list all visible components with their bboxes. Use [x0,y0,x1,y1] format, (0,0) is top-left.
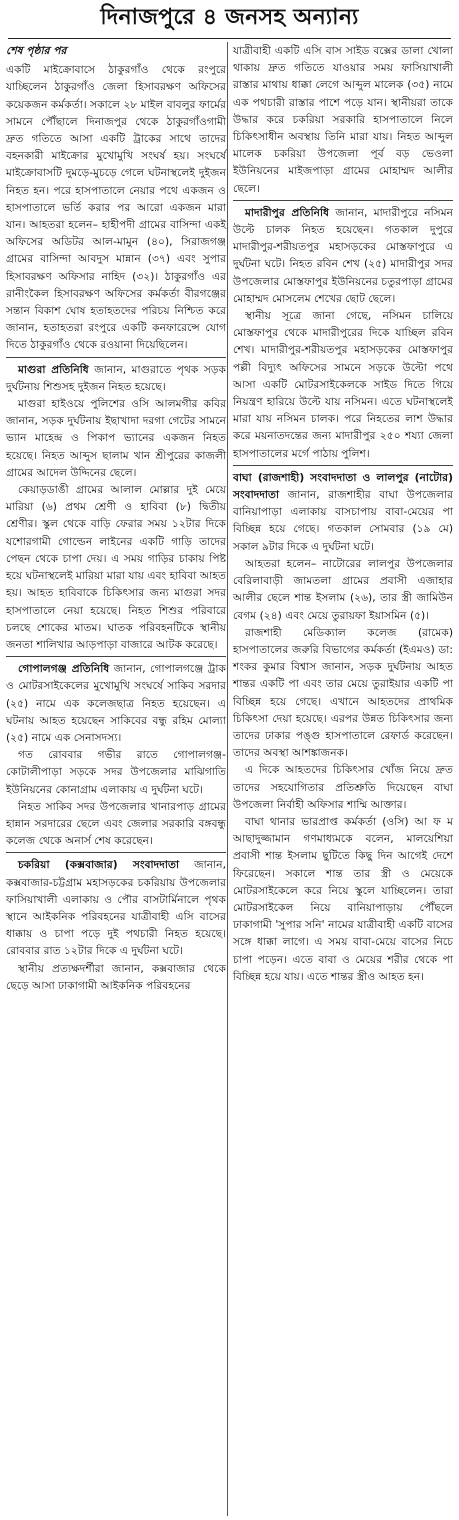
thakurgaon-paragraph: একটি মাইক্রোবাসে ঠাকুরগাঁও থেকে রংপুরে যাচ্ছিলেন ঠাকুরগাঁও জেলা হিসাবরক্ষণ অফিসের কয়েকজন কর্মকর্তা। সকালে ২৮ মাইল বাবলুর ফার্মের সামনে পৌঁছালে দিনাজপুর থেকে ঠাকুরগাঁওগামী দ্রুত গতিতে আসা একটি ট্রাকের সাথে তাদের বহনকারী মাইক্রোর মুখোমুখি সংঘর্ষ হয়। সংঘর্ষে মাইক্রোবাসটি দুমড়ে-মুচড়ে গেলে ঘটনাস্থলেই দুইজন নিহত হন। পরে হাসপাতালে নেয়ার পথে একজন ও হাসপাতালে ভর্তি করার পর আরো একজন মারা যান। আহতরা হলেন– হাহীপদী গ্রামের বাসিন্দা একই অফিসের অডিটর আল-মামুন (৪০), সিরাজগঞ্জ গ্রামের বাসিন্দা আবদুস মান্নান (৩৭) এবং সুপার হিসাবরক্ষণ অফিসার নাহিদ (৩২)। ঠাকুরগাঁও এর রানীংকৈল হিসাবরক্ষণ অফিসের কর্মকর্তা বীরগঞ্জের সন্তান বিকাশ ঘোষ হতাহতদের পরিচয় নিশ্চিত করে জানান, হতাহতরা রংপুরে একটি কনফারেন্সে যোগ দিতে ঠাকুরগাঁও থেকে রওয়ানা দিয়েছিলেন। [6,63,226,352]
bagha-byline: বাঘা (রাজশাহী) সংবাদদাতা ও লালপুর (নাটোর) সংবাদদাতা [233,470,453,502]
gopalganj-lead: জানান, গোপালগঞ্জে ট্রাক ও মোটরসাইকেলের মুখোমুখি সংঘর্ষে সাকিব সরদার (২৫) নামে এক কলেজছাত্র নিহত হয়েছেন। এ ঘটনায় আহত হয়েছেন সাকিবের বন্ধু রহিম মোল্যা (২৫) নামে এক সেনাসদস্য। [6,662,226,744]
bagha-lead: জানান, রাজশাহীর বাঘা উপজেলার বানিয়াপাড়া এলাকায় বাসচাপায় বাবা-মেয়ের পা বিচ্ছিন্ন হয়ে গেছে। গতকাল সোমবার (১৯ মে) সকাল ৯টার দিকে এ দুর্ঘটনা ঘটে। [233,488,453,553]
gopalganj-victim-paragraph: নিহত সাকিব সদর উপজেলার খানারপাড় গ্রামের হান্নান সরদারের ছেলে এবং জেলার সরকারি বঙ্গবন্ধু কলেজ থেকে অনার্স শেষ করেছেন। [6,799,226,848]
gopalganj-paragraph [6,660,226,746]
bagha-uno-paragraph: এ দিকে আহতদের চিকিৎসার খোঁজ নিয়ে দ্রুত তাদের সহযোগিতার প্রতিশ্রুতি দিয়েছেন বাঘা উপজেলা নির্বাহী অফিসার শাম্মি আক্তার। [233,763,453,811]
magura-highway-paragraph: মাগুরা হাইওয়ে পুলিশের ওসি আলমগীর কবির জানান, সড়ক দুর্ঘটনায় ইছাখাদা দরগা গেটের সামনে ভ্যান মাহেন্দ্র ও পিকাপ ভ্যানের একজন নিহত হয়েছে। নিহত আব্দুস ছালাম খান শ্রীপুরের কাজলী গ্রামের আদেল উদ্দিনের ছেলে। [6,397,226,479]
right-column [233,42,453,985]
column-divider [227,42,228,1516]
madaripur-details-paragraph: স্থানীয় সূত্রে জানা গেছে, নসিমন চালিয়ে মোস্তফাপুর থেকে মাদারীপুরের দিকে যাচ্ছিল রবিন শেখ। মাদারীপুর-শরীয়তপুর মহাসড়কের মোস্তফাপুর পল্লী বিদ্যুৎ অফিসের সামনে সড়কে উল্টো পথে আসা একটি মোটরসাইকেলকে সাইড দিতে গিয়ে নিয়ন্ত্রণ হারিয়ে উল্টে যায় নসিমন। এতে ঘটনাস্থলেই মারা যায় নসিমন চালক। পরে নিহতের লাশ উদ্ধার করে ময়নাতদন্তের জন্য মাদারীপুর ২৫০ শয্যা জেলা হাসপাতালের মর্গে পাঠায় পুলিশ। [233,309,453,460]
madaripur-byline: মাদারীপুর প্রতিনিধি [245,205,330,219]
madaripur-paragraph [233,204,453,307]
left-column [6,42,226,994]
chakaria-byline: চকরিয়া (কক্সবাজার) সংবাদদাতা [18,858,180,872]
bagha-oc-paragraph: বাঘা থানার ভারপ্রাপ্ত কর্মকর্তা (ওসি) আ ফ ম আছাদুজ্জামান গণমাধ্যমকে বলেন, মালয়েশিয়া প্রবাসী শান্ত ইসলাম ছুটিতে কিছু দিন আগেই দেশে ফিরেছেন। সকালে শান্ত তার স্ত্রী ও মেয়েকে মোটরসাইকেলে করে নিয়ে স্কুলে যাচ্ছিলেন। তারা মোটরসাইকেল নিয়ে বানিয়াপাড়ায় পৌঁছলে ঢাকাগামী 'সুপার সনি' নামের যাত্রীবাহী একটি বাসের সঙ্গে ধাক্কা লাগে। এ সময় বাবা-মেয়ে বাসের নিচে চাপা পড়েন। এতে বাবা ও মেয়ের শরীর থেকে পা বিচ্ছিন্ন হয়ে যায়। এতে শান্তর স্ত্রীও আহত হন। [233,814,453,983]
section-rule [6,357,226,358]
bagha-injured-paragraph: আহতরা হলেন– নাটোরের লালপুর উপজেলার বেরিলাবাড়ী জামতলা গ্রামের প্রবাসী এজাহার আলীর ছেলে শান্ত ইসলাম (২৬), তার স্ত্রী জামিউন বেগম (২৪) এবং মেয়ে তুরায়ফা ইয়াসমিন (৫)। [233,556,453,622]
section-rule [233,465,453,466]
chakaria-paragraph [6,856,226,959]
chakaria-witness-paragraph: স্থানীয় প্রত্যক্ষদর্শীরা জানান, কক্সবাজার থেকে ছেড়ে আসা ঢাকাগামী আইকনিক পরিবহনের [6,961,226,992]
magura-lead: জানান, মাগুরাতে পৃথক সড়ক দুর্ঘটনায় শিশুসহ দুইজন নিহত হয়েছে। [6,362,226,393]
section-rule [233,200,453,201]
headline: দিনাজপুরে ৪ জনসহ অন্যান্য [100,4,359,30]
magura-children-paragraph: কেয়াড়ডাঙী গ্রামের আলাল মোল্লার দুই মেয়ে মারিয়া (৬) প্রথম শ্রেণী ও হাবিবা (৮) দ্বিতীয় শ্রেণীর। স্কুল থেকে বাড়ি ফেরার সময় ১২টার দিকে যশোরগামী গোল্ডেন লাইনের একটি গাড়ি তাদের পেছন থেকে চাপা দেয়। এ সময় গাড়ির চাকায় পিষ্ট হয়ে ঘটনাস্থলেই মারিয়া মারা যায় এবং হাবিবা আহত হয়। আহত হাবিবাকে চিকিৎসার জন্য মাগুরা সদর হাসপাতালে নেয়া হয়েছে। নিহত শিশুর পরিবারে চলছে শোকের মাতম। ঘাতক পরিবহনটিকে স্থানীয় জনতা শালিখার আড়পাড়া বাজারে আটক করেছে। [6,483,226,651]
section-rule [6,852,226,853]
gopalganj-location-paragraph: গত রোববার গভীর রাতে গোপালগঞ্জ-কোটালীপাড়া সড়কে সদর উপজেলার মাঝিগাতি ইউনিয়নের কোনাগ্রাম এলাকায় এ দুর্ঘটনা ঘটে। [6,748,226,796]
magura-byline: মাগুরা প্রতিনিধি [18,362,89,376]
chakaria-lead: জানান, কক্সবাজার-চট্টগ্রাম মহাসড়কের চকরিয়ায় উপজেলার ফাসিয়াখালী এলাকায় ও পৌর বাসটার্মিনালে পৃথক স্থানে আইকনিক পরিবহনের যাত্রীবাহী এসি বাসের ধাক্কায় ও চাপা পড়ে দুই পথচারী নিহত হয়েছে। রোববার রাত ১২টার দিকে এ দুর্ঘটনা ঘটে। [6,858,226,958]
continued-label: শেষ পৃষ্ঠার পর [6,44,67,57]
bagha-paragraph [233,469,453,555]
gopalganj-byline: গোপালগঞ্জ প্রতিনিধি [18,662,110,676]
section-rule [6,656,226,657]
madaripur-lead: জানান, মাদারীপুরে নসিমন উল্টে চালক নিহত হয়েছেন। গতকাল দুপুরে মাদারীপুর-শরীয়তপুর মহাসড়কের মোস্তফাপুরে এ দুর্ঘটনা ঘটে। নিহত রবিন শেখ (২৫) মাদারীপুর সদর উপজেলার মোস্তফাপুর ইউনিয়নের চতুরপাড়া গ্রামের মোহাম্মদ মোসলেম শেখের ছোট ছেলে। [233,205,454,305]
chakaria-continued-paragraph: যাত্রীবাহী একটি এসি বাস সাইড বক্সের ডালা খোলা থাকায় দ্রুত গতিতে যাওয়ার সময় ফাসিয়াখালী রাস্তার মাথায় ধাক্কা লেগে আব্দুল মালেক (৩৫) নামে এক পথচারী রাস্তার পাশে পড়ে যান। স্থানীয়রা তাকে উদ্ধার করে চকরিয়া সরকারি হাসপাতালে নিলে চিকিৎসাধীন অবস্থায় তিনি মারা যায়। নিহত আব্দুল মালেক চকরিয়া উপজেলা পূর্ব বড় ভেওলা ইউনিয়নের মাইজপাড়া গ্রামের মোহাম্মদ আলীর ছেলে। [233,44,453,195]
headline-rule [8,38,451,39]
bagha-hospital-paragraph: রাজশাহী মেডিক্যাল কলেজ (রামেক) হাসপাতালের জরুরি বিভাগের কর্মকর্তা (ইএমও) ডা: শংকর কুমার বিশ্বাস জানান, সড়ক দুর্ঘটনায় আহত শান্তর একটি পা এবং তার মেয়ে তুরাইয়ার একটি পা বিচ্ছিন্ন হয়ে গেছে। এখানে আহতদের প্রাথমিক চিকিৎসা দেয়া হয়েছে। এরপর উন্নত চিকিৎসার জন্য তাদের ঢাকার পঙ্গু হাসপাতালে রেফার্ড করেছেন। তাদের অবস্থা আশঙ্কাজনক। [233,625,453,760]
magura-paragraph [6,361,226,395]
